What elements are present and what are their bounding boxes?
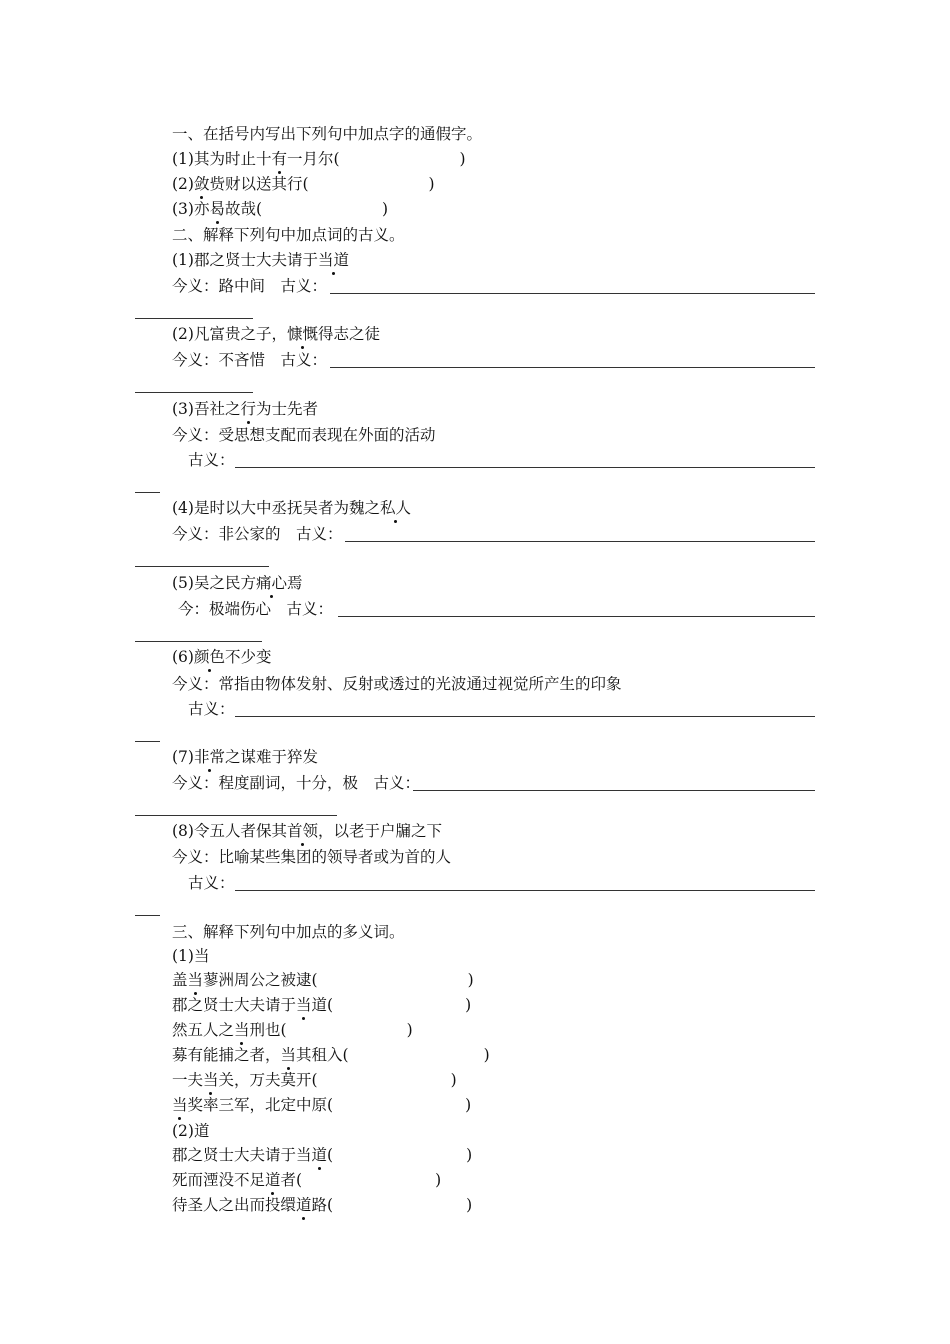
s3-line-1-5: 一夫当关，万夫莫开( ) [172, 1071, 457, 1089]
answer-line[interactable] [330, 367, 815, 368]
s3-group-1-label: (1)当 [172, 947, 210, 965]
s2-ancient-label-8: 古义： [188, 874, 235, 892]
s2-sentence-6: (6)颜色不少变 [172, 648, 272, 666]
s2-sentence-4: (4)是时以大中丞抚吴者为魏之私人 [172, 499, 411, 517]
answer-line-cont[interactable] [135, 566, 269, 567]
answer-line-cont[interactable] [135, 318, 253, 319]
s3-line-2-2: 死而湮没不足道者( ) [172, 1171, 442, 1189]
answer-line-cont[interactable] [135, 741, 160, 742]
s2-sentence-5: (5)吴之民方痛心焉 [172, 574, 303, 592]
s2-sentence-2: (2)凡富贵之子，慷慨得志之徒 [172, 325, 380, 343]
answer-line-cont[interactable] [135, 815, 337, 816]
s2-sentence-8: (8)令五人者保其首领，以老于户牖之下 [172, 822, 442, 840]
s1-item-1: (1)其为时止十有一月尔( ) [172, 150, 466, 168]
s3-line-1-4: 募有能捕之者，当其租入( ) [172, 1046, 490, 1064]
answer-line-cont[interactable] [135, 492, 160, 493]
s2-meaning-8: 今义：比喻某些集团的领导者或为首的人 [172, 848, 452, 866]
answer-line[interactable] [330, 293, 815, 294]
answer-line-cont[interactable] [135, 641, 262, 642]
section-1-heading: 一、在括号内写出下列句中加点字的通假字。 [172, 125, 483, 143]
s2-sentence-7: (7)非常之谋难于猝发 [172, 748, 318, 766]
s2-ancient-label-6: 古义： [188, 700, 235, 718]
s3-group-2-label: (2)道 [172, 1122, 210, 1140]
answer-line[interactable] [235, 467, 815, 468]
s3-line-2-3: 待圣人之出而投缳道路( ) [172, 1196, 473, 1214]
s2-meaning-3: 今义：受思想支配而表现在外面的活动 [172, 426, 436, 444]
s3-line-1-2: 郡之贤士大夫请于当道( ) [172, 996, 472, 1014]
s2-meaning-1: 今义：路中间 古义： [172, 277, 328, 295]
s1-item-3: (3)亦曷故哉( ) [172, 200, 389, 218]
s2-sentence-1: (1)郡之贤士大夫请于当道 [172, 251, 349, 269]
answer-line[interactable] [345, 541, 815, 542]
answer-line[interactable] [235, 716, 815, 717]
answer-line-cont[interactable] [135, 392, 253, 393]
s3-line-1-1: 盖当蓼洲周公之被逮( ) [172, 971, 474, 989]
s2-sentence-3: (3)吾社之行为士先者 [172, 400, 318, 418]
s2-meaning-2: 今义：不吝惜 古义： [172, 351, 328, 369]
s2-meaning-6: 今义：常指由物体发射、反射或透过的光波通过视觉所产生的印象 [172, 675, 622, 693]
s3-line-1-6: 当奖率三军，北定中原( ) [172, 1096, 472, 1114]
s3-line-1-3: 然五人之当刑也( ) [172, 1021, 413, 1039]
answer-line-cont[interactable] [135, 915, 160, 916]
answer-line[interactable] [235, 890, 815, 891]
answer-line[interactable] [338, 616, 815, 617]
s3-line-2-1: 郡之贤士大夫请于当道( ) [172, 1146, 473, 1164]
s2-ancient-label-3: 古义： [188, 451, 235, 469]
s2-meaning-4: 今义：非公家的 古义： [172, 525, 343, 543]
section-3-heading: 三、解释下列句中加点的多义词。 [172, 923, 405, 941]
s2-meaning-7: 今义：程度副词，十分，极 古义： [172, 774, 421, 792]
answer-line[interactable] [413, 790, 815, 791]
section-2-heading: 二、解释下列句中加点词的古义。 [172, 226, 405, 244]
s2-meaning-5: 今：极端伤心 古义： [178, 600, 334, 618]
s1-item-2: (2)敛赀财以送其行( ) [172, 175, 435, 193]
